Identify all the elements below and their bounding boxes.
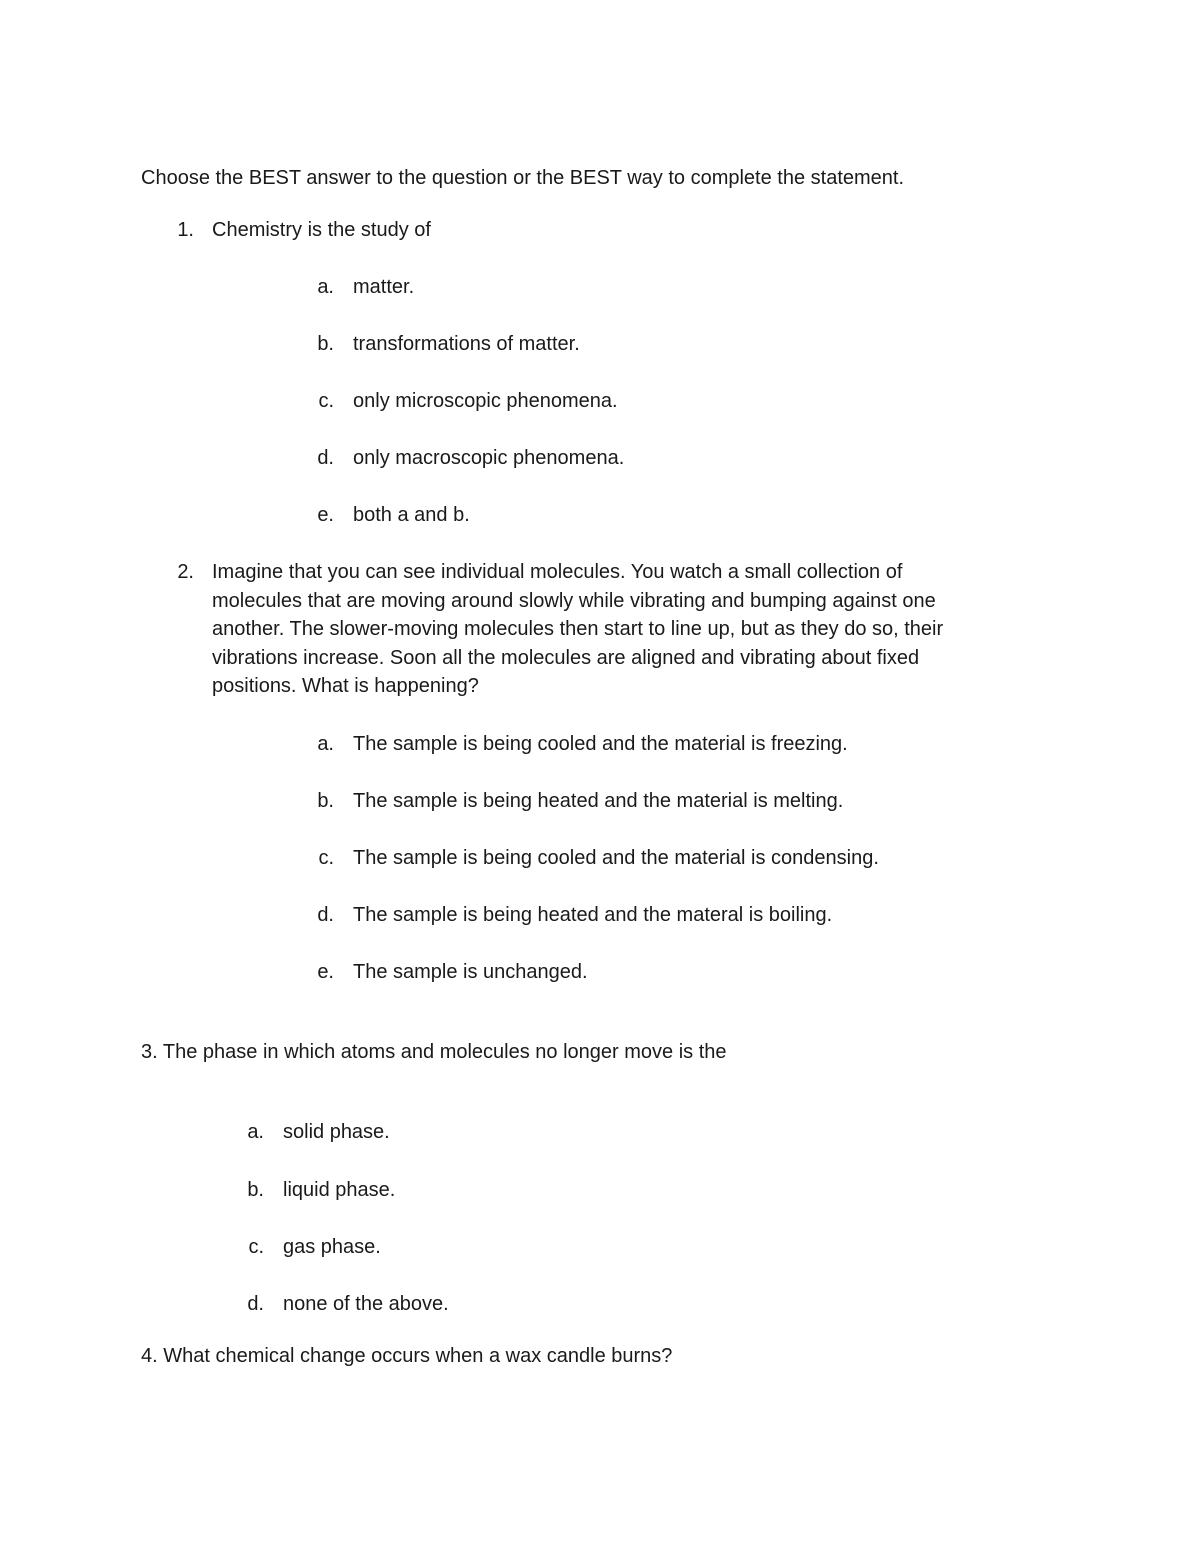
option-letter: a.: [317, 276, 334, 298]
option-text: only microscopic phenomena.: [353, 390, 618, 412]
option-letter: c.: [318, 390, 334, 412]
option-text: The sample is unchanged.: [353, 961, 588, 983]
question-4: 4. What chemical change occurs when a wax candle burns?: [141, 1345, 673, 1367]
question-line: molecules that are moving around slowly while vibrating and bumping against one: [212, 590, 936, 612]
option-letter: c.: [318, 847, 334, 869]
option-letter: a.: [317, 733, 334, 755]
option-letter: c.: [248, 1236, 264, 1258]
question-line: Imagine that you can see individual molecules. You watch a small collection of: [212, 561, 903, 583]
question-text: Chemistry is the study of: [212, 219, 431, 241]
question-3: 3. The phase in which atoms and molecules no longer move is the: [141, 1041, 727, 1063]
question-number: 2.: [177, 561, 194, 583]
option-text: only macroscopic phenomena.: [353, 447, 625, 469]
option-text: The sample is being cooled and the material is condensing.: [353, 847, 879, 869]
question-line: positions. What is happening?: [212, 675, 479, 697]
option-letter: d.: [317, 447, 334, 469]
option-text: The sample is being heated and the material is melting.: [353, 790, 844, 812]
option-letter: d.: [317, 904, 334, 926]
option-letter: d.: [247, 1293, 264, 1315]
option-text: The sample is being cooled and the material is freezing.: [353, 733, 848, 755]
option-letter: e.: [317, 961, 334, 983]
option-text: solid phase.: [283, 1121, 390, 1143]
option-letter: b.: [317, 333, 334, 355]
option-letter: b.: [247, 1179, 264, 1201]
option-text: transformations of matter.: [353, 333, 580, 355]
option-letter: b.: [317, 790, 334, 812]
option-letter: a.: [247, 1121, 264, 1143]
option-text: gas phase.: [283, 1236, 381, 1258]
option-text: The sample is being heated and the materal is boiling.: [353, 904, 833, 926]
option-text: both a and b.: [353, 504, 470, 526]
option-text: liquid phase.: [283, 1179, 396, 1201]
question-line: vibrations increase. Soon all the molecules are aligned and vibrating about fixed: [212, 647, 920, 669]
question-line: another. The slower-moving molecules then start to line up, but as they do so, their: [212, 618, 944, 640]
instructions-text: Choose the BEST answer to the question or the BEST way to complete the statement.: [141, 167, 905, 189]
option-text: none of the above.: [283, 1293, 449, 1315]
option-letter: e.: [317, 504, 334, 526]
question-number: 1.: [177, 219, 194, 241]
option-text: matter.: [353, 276, 415, 298]
